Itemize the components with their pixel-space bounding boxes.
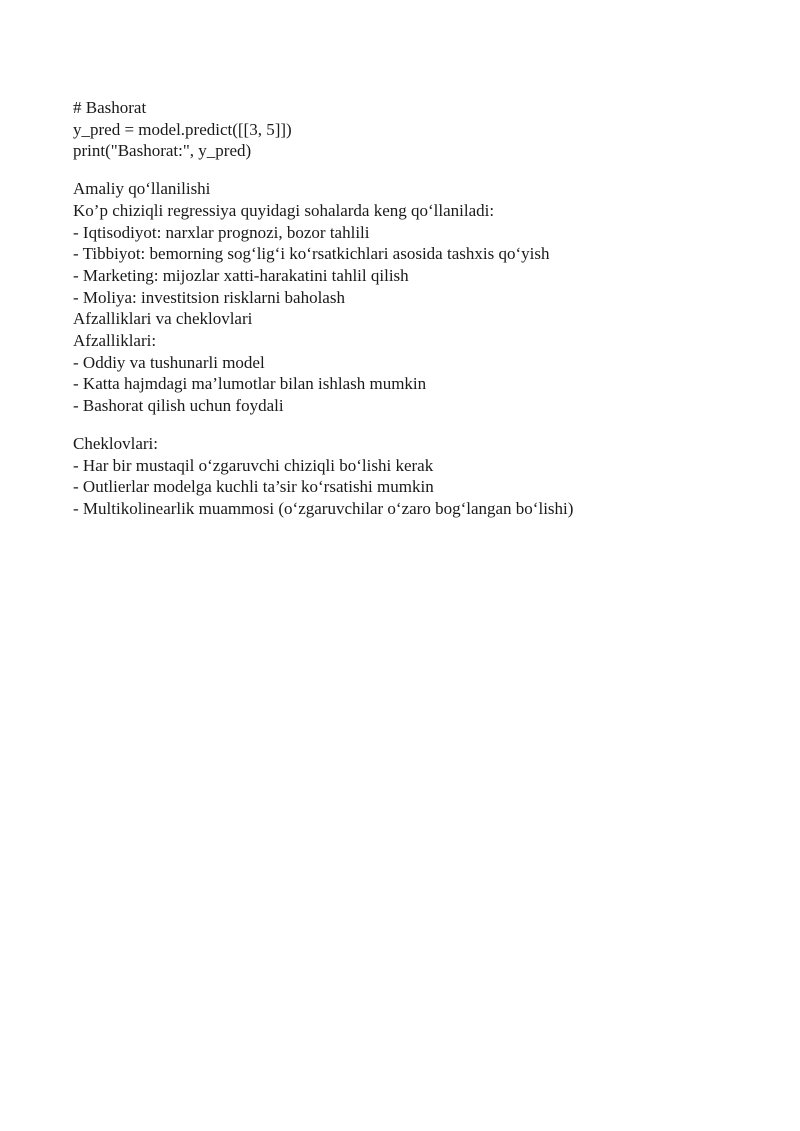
application-item-medicine: - Tibbiyot: bemorning sog‘lig‘i ko‘rsatkichlari asosida tashxis qo‘yish	[73, 244, 550, 264]
application-item-finance: - Moliya: investitsion risklarni baholash	[73, 287, 345, 307]
application-item-economics: - Iqtisodiyot: narxlar prognozi, bozor tahlili	[73, 222, 370, 242]
code-predict-line: y_pred = model.predict([[3, 5]])	[73, 119, 292, 139]
code-comment-line: # Bashorat	[73, 98, 147, 117]
advantages-heading: Afzalliklari:	[73, 331, 157, 351]
pros-cons-heading: Afzalliklari va cheklovlari	[73, 309, 253, 329]
code-snippet	[73, 97, 753, 162]
advantage-item: - Oddiy va tushunarli model	[73, 352, 265, 372]
limitation-item: - Outlierlar modelga kuchli ta’sir ko‘rsatishi mumkin	[73, 477, 434, 497]
limitations-section	[73, 433, 753, 520]
document-body	[73, 97, 753, 520]
application-section	[73, 178, 753, 417]
advantage-item: - Katta hajmdagi ma’lumotlar bilan ishlash mumkin	[73, 374, 427, 394]
application-intro: Ko’p chiziqli regressiya quyidagi sohalarda keng qo‘llaniladi:	[73, 200, 495, 220]
limitation-item: - Har bir mustaqil o‘zgaruvchi chiziqli bo‘lishi kerak	[73, 455, 434, 475]
advantage-item: - Bashorat qilish uchun foydali	[73, 396, 284, 416]
application-heading: Amaliy qo‘llanilishi	[73, 179, 211, 199]
code-print-line: print("Bashorat:", y_pred)	[73, 141, 252, 161]
limitations-heading: Cheklovlari:	[73, 433, 158, 453]
limitation-item: - Multikolinearlik muammosi (o‘zgaruvchilar o‘zaro bog‘langan bo‘lishi)	[73, 498, 574, 518]
application-item-marketing: - Marketing: mijozlar xatti-harakatini tahlil qilish	[73, 265, 409, 285]
